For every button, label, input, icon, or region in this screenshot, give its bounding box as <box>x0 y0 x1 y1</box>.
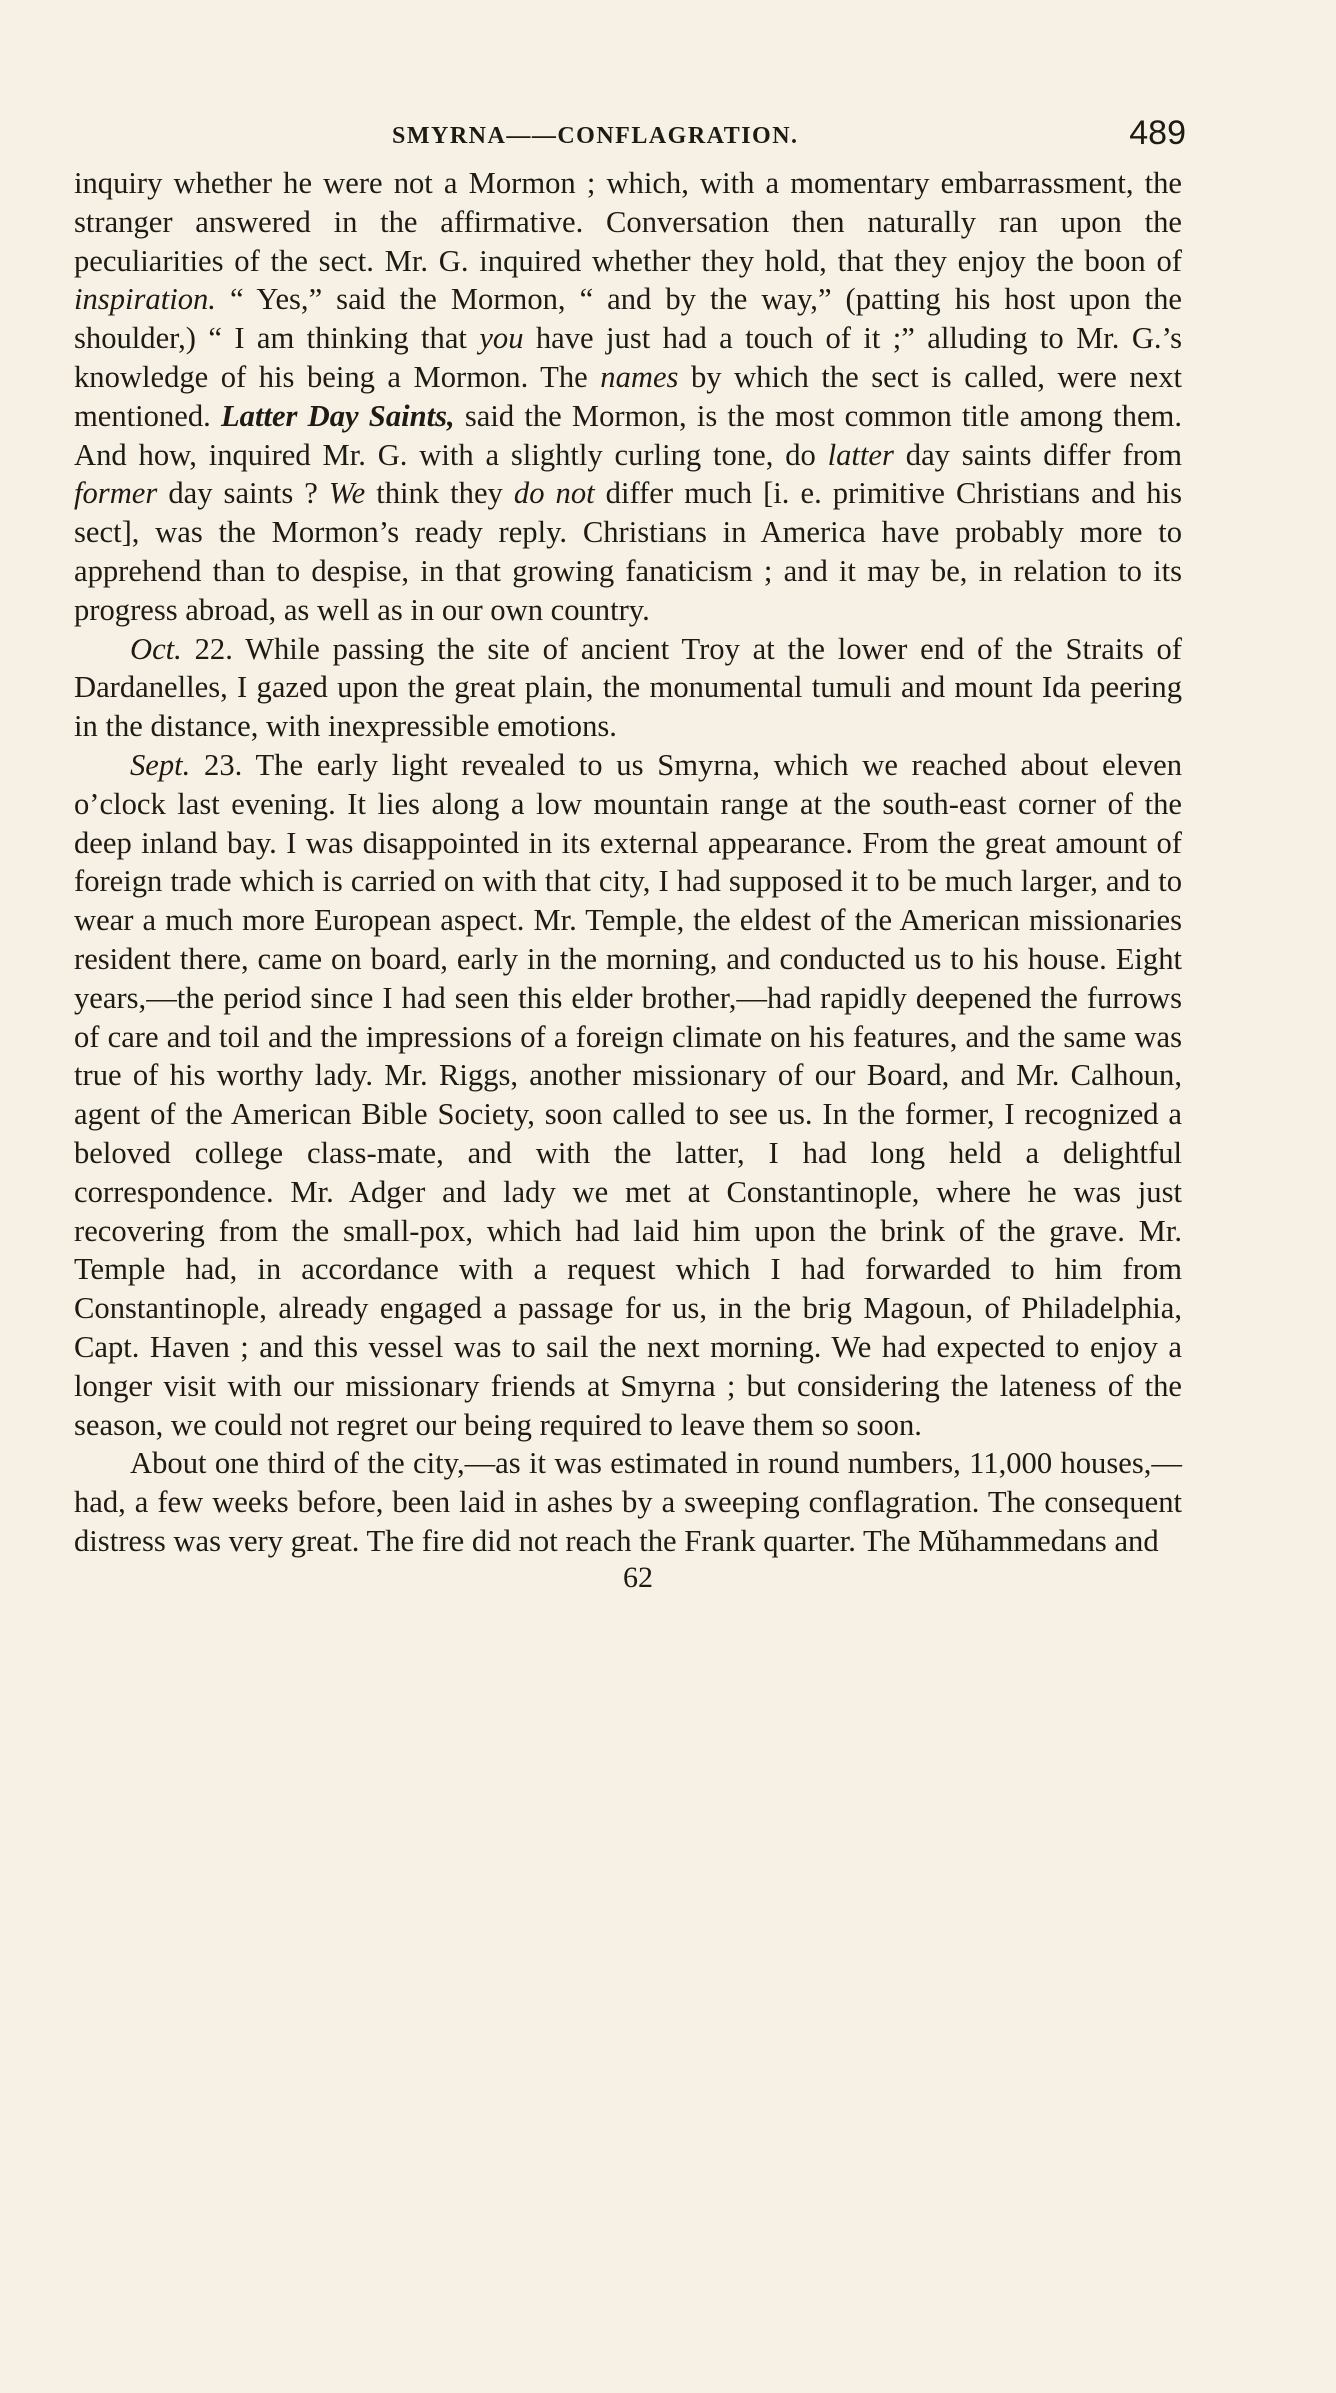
emphasis-text: Oct. <box>130 631 182 666</box>
book-page <box>74 110 1186 1595</box>
text-run: About one third of the city,—as it was estimated in round numbers, 11,000 houses,—had, a few weeks before, been laid in ashes by a sweeping conflagration. The consequent distress was very great. The fire did not reach the Frank quarter. The Mŭhammedans and <box>74 1446 1182 1558</box>
text-run: day saints differ from <box>893 437 1183 472</box>
emphasis-text: do not <box>513 476 595 511</box>
emphasis-text: Latter Day Saints, <box>220 398 455 433</box>
text-run: inquiry whether he were not a Mormon ; which, with a momentary embarrassment, the stranger answered in the affirmative. Conversation then naturally ran upon the peculiarities of the sect. Mr. G. inquired whether they hold, that they enjoy the boon of <box>74 166 1182 278</box>
text-run: differ much [i. e. primitive Christians and his sect], was the Mormon’s ready reply. Christians in America have probably more to apprehend than to despise, in that growing fanaticism ; and it may be, in relation to its progress abroad, as well as in our own country. <box>74 476 1182 627</box>
text-run: have just had a touch of it ;” alluding to Mr. G.’s knowledge of his being a Mormon. The <box>74 321 1182 394</box>
running-head: SMYRNA——CONFLAGRATION. <box>392 123 799 149</box>
text-run: “ Yes,” said the Mormon, “ and by the way,” (patting his host upon the shoulder,) “ I am thinking that <box>74 282 1182 356</box>
emphasis-text: Sept. <box>130 747 191 782</box>
emphasis-text: you <box>479 321 524 356</box>
text-run: 23. The early light revealed to us Smyrna, which we reached about eleven o’clock last evening. It lies along a low mountain range at the south-east corner of the deep inland bay. I was disappointed in its external appearance. From the great amount of foreign trade which is carried on with that city, I had supposed it to be much larger, and to wear a much more European aspect. Mr. Temple, the eldest of the American missionaries resident there, came on board, early in the morning, and conducted us to his house. Eight years,—the period since I had seen this elder brother,—had rapidly deepened the furrows of care and toil and the impressions of a foreign climate on his features, and the same was true of his worthy lady. Mr. Riggs, another missionary of our Board, and Mr. Calhoun, agent of the American Bible Society, soon called to see us. In the former, I recognized a beloved college class-mate, and with the latter, I had long held a delightful correspondence. Mr. Adger and lady we met at Constantinople, where he was just recovering from the small-pox, which had laid him upon the brink of the grave. Mr. Temple had, in accordance with a request which I had forwarded to him from Constantinople, already engaged a passage for us, in the brig Magoun, of Philadelphia, Capt. Haven ; and this vessel was to sail the next morning. We had expected to enjoy a longer visit with our missionary friends at Smyrna ; but considering the lateness of the season, we could not regret our being required to leave them so soon. <box>74 747 1182 1442</box>
body-text <box>74 164 1182 1561</box>
text-run: day saints ? <box>157 476 329 511</box>
signature-mark: 62 <box>623 1560 653 1594</box>
text-run: think they <box>365 476 514 511</box>
text-run: said the Mormon, is the most common title among them. And how, inquired Mr. G. with a slightly curling tone, do <box>74 398 1182 472</box>
paragraph-oct-22 <box>74 630 1182 746</box>
text-run: by which the sect is called, were next mentioned. <box>74 359 1183 433</box>
paragraph-mormon-conversation <box>74 164 1182 630</box>
emphasis-text: inspiration. <box>74 282 216 317</box>
emphasis-text: We <box>328 476 366 511</box>
paragraph-conflagration <box>74 1444 1182 1560</box>
page-header <box>74 110 1186 164</box>
text-run: 22. While passing the site of ancient Troy at the lower end of the Straits of Dardanelles, I gazed upon the great plain, the monumental tumuli and mount Ida peering in the distance, with inexpressible emotions. <box>74 631 1182 744</box>
emphasis-text: former <box>74 476 158 511</box>
paragraph-sept-23 <box>74 746 1182 1444</box>
emphasis-text: latter <box>827 437 894 472</box>
emphasis-text: names <box>600 359 679 394</box>
page-number: 489 <box>1129 114 1186 152</box>
